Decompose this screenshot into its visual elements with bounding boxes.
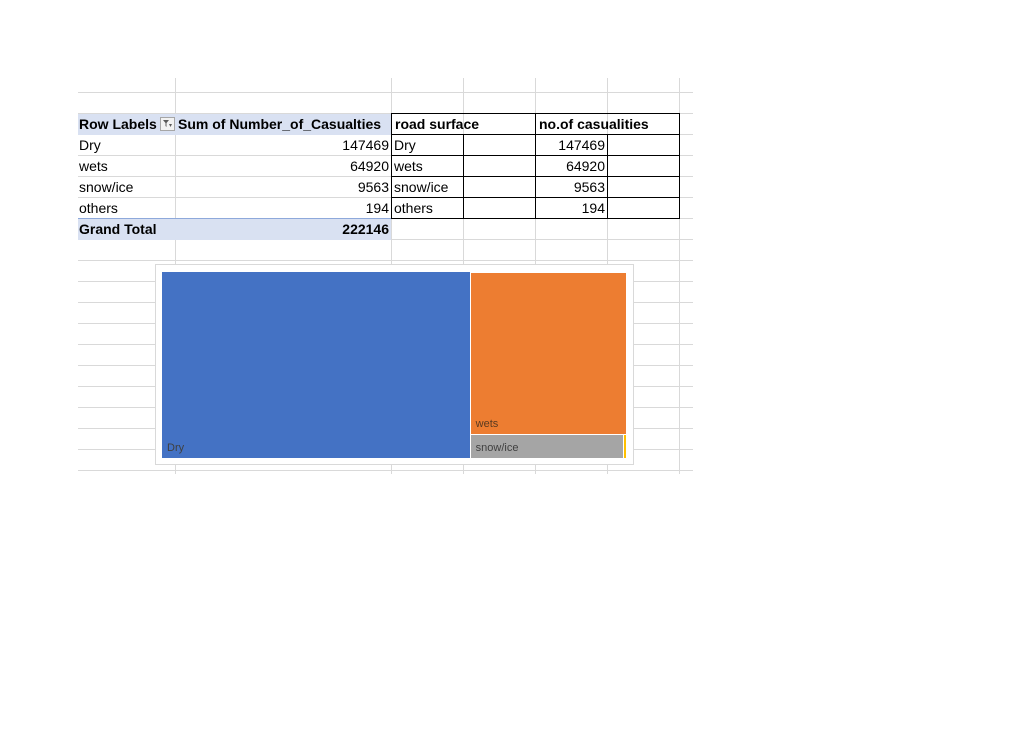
pivot-header-row-labels-text: Row Labels	[79, 116, 157, 132]
header-no-of-casualities[interactable]: no.of casualities	[539, 116, 649, 132]
pivot-header-sum-text: Sum of Number_of_Casualties	[178, 116, 382, 132]
casualties-cell[interactable]: 147469	[558, 137, 605, 153]
pivot-header-sum[interactable]	[176, 114, 391, 135]
pivot-row-value[interactable]: 194	[365, 200, 389, 216]
surface-cell[interactable]: snow/ice	[394, 179, 449, 195]
treemap-tile-snow-ice[interactable]	[471, 434, 624, 458]
pivot-total-label[interactable]: Grand Total	[78, 219, 176, 240]
pivot-row-value[interactable]: 64920	[350, 158, 389, 174]
header-road-surface[interactable]: road surface	[395, 116, 480, 132]
surface-cell[interactable]: others	[394, 200, 433, 216]
treemap-label: wets	[475, 417, 499, 430]
filter-icon	[162, 119, 173, 129]
pivot-row-label[interactable]: others	[79, 200, 118, 216]
treemap-chart[interactable]	[155, 264, 634, 465]
pivot-row-label[interactable]: Dry	[79, 137, 101, 153]
casualties-cell[interactable]: 194	[581, 200, 605, 216]
treemap-label: Dry	[167, 442, 185, 454]
pivot-row-value[interactable]: 9563	[357, 179, 389, 195]
casualties-cell[interactable]: 9563	[573, 179, 605, 195]
treemap-tile-dry[interactable]	[162, 272, 471, 458]
pivot-total-value[interactable]: 222146	[176, 219, 391, 240]
surface-cell[interactable]: Dry	[394, 137, 416, 153]
pivot-row-value[interactable]: 147469	[342, 137, 389, 153]
surface-cell[interactable]: wets	[394, 158, 423, 174]
pivot-row-label[interactable]: wets	[79, 158, 108, 174]
treemap-label: snow/ice	[475, 441, 519, 454]
filter-dropdown-button[interactable]	[160, 117, 175, 131]
casualties-cell[interactable]: 64920	[566, 158, 605, 174]
pivot-row-label[interactable]: snow/ice	[79, 179, 134, 195]
pivot-header-row-labels[interactable]	[78, 114, 176, 135]
treemap-tile-wets[interactable]	[471, 272, 627, 434]
treemap-tile-others[interactable]	[624, 434, 627, 458]
